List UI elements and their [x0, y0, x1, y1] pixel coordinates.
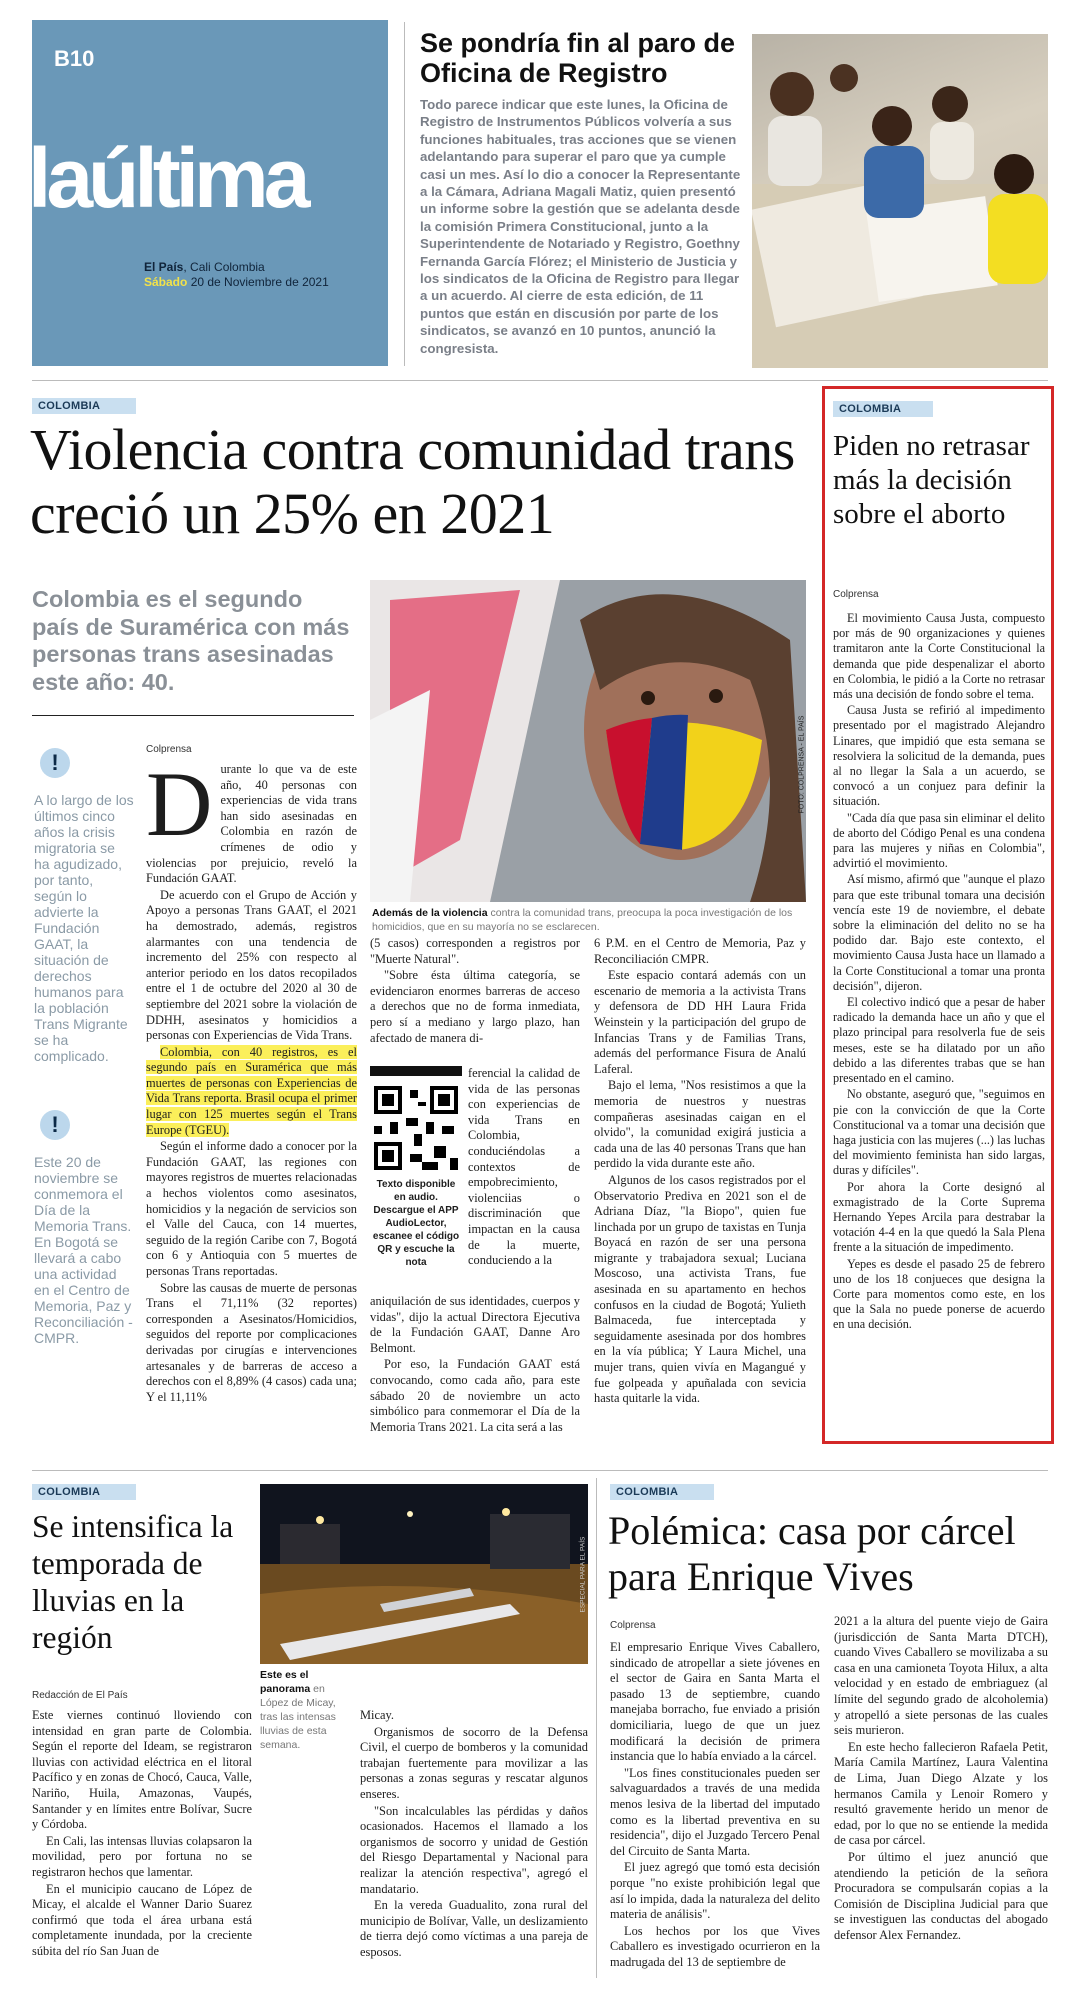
- masthead-day: Sábado: [144, 275, 188, 289]
- main-story-col3: [594, 936, 806, 1408]
- paragraph: Sobre las causas de muerte de personas Trans el 71,11% (32 reportes) corresponden a Asesinatos/Homicidios, seguidos del reporte por complicaciones derivadas por cirugías e intervenciones artesanales y de barreras de acceso a derechos con el 8,89% (4 casos) cada una; Y el 11,11%: [146, 1280, 357, 1404]
- rain-story-tag: COLOMBIA: [32, 1484, 136, 1500]
- exclamation-icon: !: [40, 1110, 70, 1140]
- paragraph: Causa Justa se refirió al impedimento presentado por el magistrado Alejandro Linares, que impidió que esta semana se resolviera la solicitud de la demanda, pues al no llegar la Sala a un acuerdo, se convocó a un conjuez para definir la situación.: [833, 703, 1045, 809]
- masthead-date: 20 de Noviembre de 2021: [190, 275, 329, 289]
- paragraph: (5 casos) corresponden a registros por "Muerte Natural".: [370, 936, 580, 966]
- vives-story-byline: Colprensa: [610, 1620, 656, 1631]
- rain-photo-credit: ESPECIAL PARA EL PAÍS: [579, 1536, 587, 1613]
- flooded-town-photo: [260, 1484, 588, 1664]
- divider: [404, 22, 405, 366]
- paragraph: Según el informe dado a conocer por la Fundación GAAT, las regiones con mayores registros de muertes relacionadas a hechos violentos como asesinatos, homicidios y la negación de servicios son el Valle del Cauca, con 14 muertes, seguido de la región Caribe con 7, Bogotá con 6 y Antioquia con 5 muertes de personas Trans reportadas.: [146, 1139, 357, 1278]
- top-story-headline: Se pondría fin al paro de Oficina de Registro: [420, 28, 736, 88]
- abortion-story-frame: [822, 386, 1054, 1444]
- abortion-story-body: [833, 611, 1045, 1334]
- vives-story-tag: COLOMBIA: [610, 1484, 714, 1500]
- main-photo-caption: [372, 906, 802, 934]
- paragraph: aniquilación de sus identidades, cuerpos y vidas", dijo la actual Directora Ejecutiva de la Fundación GAAT, Danne Aro Belmont.: [370, 1294, 580, 1355]
- top-story-body: Todo parece indicar que este lunes, la Oficina de Registro de Instrumentos Públicos volvería a sus funciones habituales, tras acciones que se vienen adelantando para superar el paro que ya cumple casi un mes. Así lo dio a conocer la Representante a la Cámara, Adriana Magali Matiz, quien presentó un informe sobre la gestión que se adelanta desde la comisión Primera Constitucional, junto a la Superintendente de Notariado y Registro, Goethny Fernanda García Flórez; el Ministerio de Justicia y los sindicatos de la Oficina de Registro para llegar a un acuerdo. Al cierre de esta edición, de 11 puntos que están en discusión por parte de los sindicatos, se avanzó en 10 puntos, anunció la congresista.: [420, 97, 741, 356]
- paragraph: Yepes es desde el pasado 25 de febrero uno de los 18 conjueces que designa la Corte para momentos como este, en los que la Sala no puede ponerse de acuerdo en una decisión.: [833, 1256, 1045, 1332]
- paragraph: Micay.: [360, 1708, 394, 1722]
- paragraph: El colectivo indicó que a pesar de haber radicado la demanda hace un año y que el plazo principal para resolverla fue de seis meses, este se ha dilatado por un año debido a las diferentes trabas que se han presentado en el camino.: [833, 995, 1045, 1086]
- paragraph: "Son incalculables las pérdidas y daños ocasionados. Hacemos el llamado a los organismos de socorro y unidad de Gestión del Riesgo Departamental y Nacional para realizar la atención respectiva", agregó el mandatario.: [360, 1803, 588, 1896]
- masthead-city: Cali Colombia: [190, 260, 265, 274]
- divider: [32, 715, 354, 716]
- paragraph: Los hechos por los que Vives Caballero es investigado ocurrieron en la madrugada del 13 de septiembre de: [610, 1923, 820, 1969]
- paragraph: "Sobre ésta última categoría, se evidenciaron enormes barreras de acceso a derechos que no de forma inmediata, pero sí a mediano y largo plazo, han afectado de manera di-: [370, 968, 580, 1045]
- main-story-tag: COLOMBIA: [32, 398, 136, 414]
- vives-story-col2: [834, 1614, 1048, 1944]
- vives-story-col1: [610, 1640, 820, 1971]
- paragraph: En la vereda Guadualito, zona rural del municipio de Bolívar, Valle, un deslizamiento de tierra dejó como víctimas a una pareja de esposos.: [360, 1898, 588, 1959]
- paragraph: Así mismo, afirmó que "aunque el plazo para que este tribunal tomara una decisión vencía este 19 de noviembre, el debate sobre la eliminación del delito no se ha podido dar. Bajo este contexto, el movimiento Causa Justa hace un llamado a la Corte Constitucional a tomar una pronta decisión", dijeron.: [833, 872, 1045, 993]
- paragraph: "Los fines constitucionales pueden ser salvaguardados a través de una medida menos lesiva de la libertad del imputado como es la libertad preventiva en su residencia", dijo el Juzgado Tercero Penal del Circuito de Santa Marta.: [610, 1765, 820, 1858]
- newspaper-name: El País: [144, 260, 184, 274]
- paragraph: Por ahora la Corte designó al exmagistrado de la Corte Suprema Hernando Yepes Arcila para destrabar la votación 4-4 en la que quedó la Sala Plena frente a la situación de impedimento.: [833, 1179, 1045, 1255]
- flag-mask-illustration: [370, 580, 806, 902]
- rain-story-headline: Se intensifica la temporada de lluvias en la región: [32, 1509, 234, 1655]
- registry-office-illustration: [752, 34, 1048, 368]
- main-photo-credit: FOTO: COLPRENSA - EL PAÍS: [798, 715, 806, 814]
- paragraph: 2021 a la altura del puente viejo de Gaira (jurisdicción de Santa Marta DTCH), cuando Vives Caballero se movilizaba a su casa en una camioneta Toyota Hilux, a alta velocidad y en estado de embriaguez (al límite del segundo grado de alcoholemia) y atropelló a siete personas de las cuales seis murieron.: [834, 1614, 1048, 1738]
- main-story-byline: Colprensa: [146, 744, 192, 755]
- divider: [32, 1470, 1048, 1471]
- rain-photo-caption-bold: Este es el panorama: [260, 1669, 311, 1695]
- trans-activist-photo: [370, 580, 806, 902]
- abortion-story-tag: COLOMBIA: [833, 401, 933, 417]
- paragraph: "Cada día que pasa sin eliminar el delito de aborto del Código Penal es una condena para las mujeres y niñas en Colombia", advirtió el movimiento.: [833, 810, 1045, 871]
- paragraph: Bajo el lema, "Nos resistimos a que la memoria de nuestros y nuestras compañeras asesinadas caigan en el olvido", la comunidad exigirá justicia a cada una de las 40 personas Trans que han perdido la vida durante este año.: [594, 1078, 806, 1171]
- paragraph: El juez agregó que tomó esta decisión porque "no existe prohibición legal que así lo impida, dada la naturaleza del delito materia de análisis".: [610, 1860, 820, 1922]
- rain-story-col1: [32, 1708, 252, 1961]
- divider: [32, 380, 1048, 381]
- rain-story-col2: [360, 1708, 588, 1962]
- paragraph: 6 P.M. en el Centro de Memoria, Paz y Reconciliación CMPR.: [594, 936, 806, 966]
- qr-block: [370, 1066, 462, 1269]
- main-story-headline: Violencia contra comunidad trans creció un 25% en 2021: [30, 417, 795, 546]
- paragraph: En Cali, las intensas lluvias colapsaron la movilidad, pero por fortuna no se registraron hechos que lamentar.: [32, 1833, 252, 1879]
- side-note-memorial-day: Este 20 de noviembre se conmemora el Día de la Memoria Trans. En Bogotá se llevará a cabo una actividad en el Centro de Memoria, Paz y Reconciliación -CMPR.: [34, 1154, 133, 1346]
- paragraph: Organismos de socorro de la Defensa Civil, el cuerpo de bomberos y la comunidad trabajan fuertemente para movilizar a las personas a zonas seguras y rescatar algunos enseres.: [360, 1724, 588, 1801]
- main-story-col2-bottom: [370, 1294, 580, 1436]
- abortion-story-byline: Colprensa: [833, 589, 879, 600]
- side-note-migration: A lo largo de los últimos cinco años la crisis migratoria se ha agudizado, por tanto, según lo advierte la Fundación GAAT, la situación de derechos humanos para la población Trans Migrante se ha complicado.: [34, 792, 134, 1064]
- page-number: B10: [54, 46, 95, 71]
- main-story-col2-top: [370, 936, 580, 1047]
- paragraph: En este hecho fallecieron Rafaela Petit, María Camila Martínez, Laura Valentina de Lima, Juan Diego Alzate y los hermanos Camila y Lenoir Romero y resultó gravemente herido un menor de edad, por lo que no se entiende la medida de casa por cárcel.: [834, 1739, 1048, 1848]
- paragraph: urante lo que va de este año, 40 personas con experiencias de vida trans han sido asesinadas en Colombia en razón de crímenes de odio y violencias por prejuicio, reveló la Fundación GAAT.: [146, 762, 357, 886]
- paragraph: En el municipio caucano de López de Micay, el alcalde el Wanner Dario Suarez confirmó que toda el área urbana está completamente inundada, por la creciente súbita del río San Juan de: [32, 1881, 252, 1958]
- masthead-panel: [28, 20, 388, 366]
- main-photo-caption-text: contra la comunidad trans, preocupa la poca investigación de los homicidios, que en su mayoría no se esclarecen.: [372, 907, 793, 933]
- rain-story-byline: Redacción de El País: [32, 1690, 128, 1701]
- section-title: laúltima: [28, 131, 306, 225]
- paragraph: No obstante, aseguró que, "seguimos en pie con la convicción de que la Corte Constitucional va a tomar una decisión que haga justicia con las mujeres (...) las luchas del movimiento feminista han sido largas, duras y difíciles".: [833, 1087, 1045, 1178]
- vives-story-headline: Polémica: casa por cárcel para Enrique Vives: [608, 1508, 1016, 1599]
- qr-header-bar: [370, 1066, 462, 1076]
- paragraph: Por último el juez anunció que atendiendo la petición de la señora Procuradora se compulsarán copias a la Comisión de Disciplina Judicial para que se investiguen las conductas del abogado defensor Alex Fernandez.: [834, 1849, 1048, 1942]
- main-story-col1: [146, 753, 357, 1406]
- main-story-subhead: Colombia es el segundo país de Suramérica con más personas trans asesinadas este año: 40.: [32, 586, 350, 695]
- qr-code-icon[interactable]: [370, 1082, 462, 1174]
- paragraph: Por eso, la Fundación GAAT está convocando, como cada año, para este sábado 20 de noviembre un acto simbólico para conmemorar el Día de la Memoria Trans 2021. La cita será a las: [370, 1357, 580, 1434]
- paragraph: El empresario Enrique Vives Caballero, sindicado de atropellar a siete jóvenes en el sector de Gaira en Santa Marta el pasado 13 de septiembre, cuando manejaba borracho, fue enviado a prisión domiciliaria, luego de que un juez modificará la decisión de primera instancia que lo había enviado a la cárcel.: [610, 1640, 820, 1764]
- paragraph: El movimiento Causa Justa, compuesto por más de 90 organizaciones y quienes tramitaron ante la Corte Constitucional la demanda que pide despenalizar el aborto en Colombia, le pidió a la Corte no retrasar más una decisión de fondo sobre el tema.: [833, 611, 1045, 702]
- paragraph: Este espacio contará además con un escenario de memoria a la activista Trans y defensora de DD HH Laura Frida Weinstein y la participación del grupo de Infancias Trans y de Familias Trans, además del performance Fisura de Analú Laferal.: [594, 968, 806, 1076]
- paragraph: Algunos de los casos registrados por el Observatorio Prediva en 2021 son el de Adriana Díaz, "la Biopo", quien fue linchada por un grupo de taxistas en Tunja Boyacá en razón de ser una persona migrante y trabajadora sexual; Luciana Moscoso, una activista Trans, fue asesinada en su apartamento en hechos confusos en la ciudad de Bogotá; Yulieth Balmaceda, fue interceptada y seguidamente asesinada por dos hombres en la vía pública; Y Laura Michel, una mujer trans, quien vivía en Magangué y fue golpeada y apuñalada con sevicia hasta quitarle la vida.: [594, 1172, 806, 1406]
- paragraph: De acuerdo con el Grupo de Acción y Apoyo a personas Trans GAAT, el 2021 ha demostrado, además, registros alarmantes con una tendencia de incremento del 25% con respecto al anterior periodo en los datos recopilados entre el 1 de octubre del 2020 al 30 de septiembre del 2021 sobre la violación de DDHH, asesinatos y homicidios a personas con Experiencias de Vida Trans.: [146, 887, 357, 1043]
- paragraph: Este viernes continuó lloviendo con intensidad en gran parte de Colombia. Según el reporte del Ideam, se registraron lluvias con actividad eléctrica en el litoral Pacífico y en zonas de Chocó, Cauca, Valle, Nariño, Huila, Amazonas, Vaupés, Santander y en límites entre Bolívar, Sucre y Córdoba.: [32, 1708, 252, 1832]
- drop-cap: D: [146, 753, 213, 855]
- rain-photo-caption: [260, 1668, 340, 1752]
- main-photo-caption-bold: Además de la violencia: [372, 907, 488, 919]
- rain-photo-caption-text: en López de Micay, tras las intensas lluvias de esta semana.: [260, 1683, 336, 1751]
- registry-office-photo: [752, 34, 1048, 368]
- divider: [596, 1478, 597, 1978]
- flood-night-illustration: [260, 1484, 588, 1664]
- exclamation-icon: !: [40, 748, 70, 778]
- abortion-story-headline: Piden no retrasar más la decisión sobre el aborto: [833, 430, 1030, 530]
- highlighted-paragraph: Colombia, con 40 registros, es el segundo país en Suramérica que más muertes de personas con Experiencias de Vida Trans reporta. Brasil ocupa el primer lugar con 125 muertes según el Trans Europe (TGEU).: [146, 1044, 357, 1137]
- masthead-dateline: El País, Cali Colombia Sábado 20 de Noviembre de 2021: [144, 260, 329, 289]
- main-story-col2-wrap: ferencial la calidad de vida de las personas con experiencias de vida Trans en Colombia, conduciéndolas a contextos de empobrecimiento, violenciias o discriminación que impactan en la causa de la muerte, conduciendo a la: [468, 1066, 580, 1268]
- qr-instructions: Texto disponible en audio. Descargue el APP AudioLector, escanee el código QR y escuche la nota: [372, 1179, 460, 1268]
